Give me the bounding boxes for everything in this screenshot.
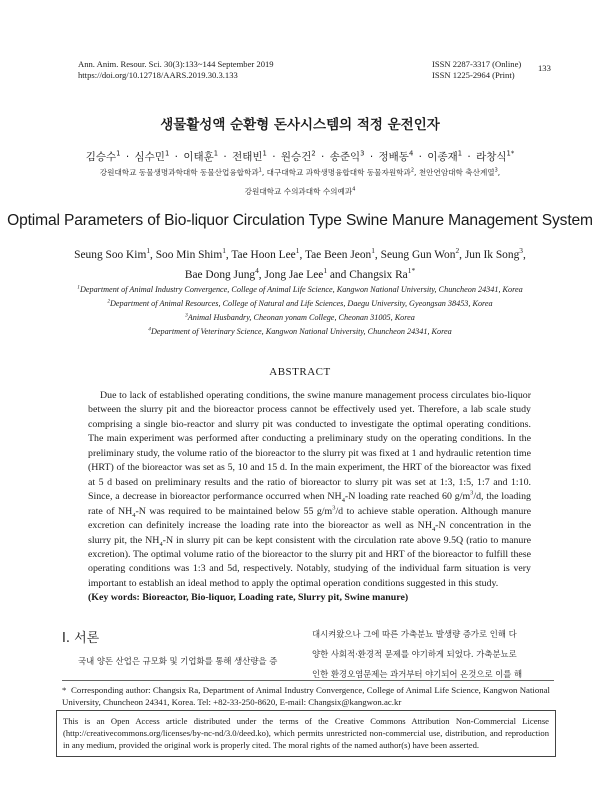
author-kr: 이태훈$^1$ bbox=[183, 149, 219, 163]
affiliations-korean bbox=[30, 163, 570, 201]
issn-online: ISSN 2287-3317 (Online) bbox=[432, 59, 522, 69]
author-kr: 심수민$^1$ bbox=[134, 149, 170, 163]
affiliation-en: $^2$Department of Animal Resources, College of Natural and Life Sciences, Daegu University, Gyeongsan 38453, Korea bbox=[107, 298, 493, 308]
author-en: Tae Hoon Lee$^1$ bbox=[231, 246, 300, 261]
author-kr: 전태빈$^1$ bbox=[232, 149, 267, 163]
doi-link[interactable]: https://doi.org/10.12718/AARS.2019.30.3.133 bbox=[78, 70, 238, 80]
open-access-notice: This is an Open Access article distributed under the terms of the Creative Commons Attribution Non-Commercial License (http://creativecommons.org/licenses/by-nc-nd/3.0/deed.ko), which permits unrestricted non-commercial use, distribution, and reproduction in any medium, provided the original work is properly cited. The moral rights of the named author(s) have been asserted. bbox=[56, 710, 556, 757]
authors-english-line-1: Seung Soo Kim$^1$, Soo Min Shim$^1$, Tae Hoon Lee$^1$, Tae Been Jeon$^1$, Seung Gun Won$^2$, Jun Ik Song$^3$, bbox=[74, 246, 526, 261]
author-en: Tae Been Jeon$^1$ bbox=[304, 246, 375, 261]
keywords: (Key words: Bioreactor, Bio-liquor, Loading rate, Slurry pit, Swine manure) bbox=[88, 592, 409, 604]
footnote-divider bbox=[62, 680, 554, 681]
title-english: Optimal Parameters of Bio-liquor Circulation Type Swine Manure Management System bbox=[7, 212, 593, 229]
affiliation-kr-line-1: 강원대학교 동물생명과학대학 동물산업융합학과$^1$, 대구대학교 과학생명융합대학 동물자원학과$^2$, 천안연암대학 축산계열$^3$, bbox=[99, 167, 501, 177]
affiliation-kr-line-2: 강원대학교 수의과대학 수의예과$^4$ bbox=[244, 186, 356, 196]
author-en: Changsix $Ra^{1*}$ bbox=[349, 266, 416, 281]
intro-right-line: 대시켜왔으나 그에 따른 가축분뇨 발생량 증가로 인해 다 bbox=[312, 629, 517, 639]
author-en: Bae Dong Jung$^4$ bbox=[184, 266, 259, 281]
author-kr: 원승건$^2$ bbox=[280, 149, 316, 163]
intro-left-text: 국내 양돈 산업은 규모화 및 기업화를 통해 생산량을 증 bbox=[78, 656, 278, 666]
author-kr: 송준익$^3$ bbox=[329, 149, 365, 163]
author-kr: 정배동$^4$ bbox=[378, 149, 414, 163]
author-en: Seung Soo Kim$^1$ bbox=[74, 246, 151, 261]
affiliation-en: $^3$Animal Husbandry, Cheonan yonam College, Cheonan 31005, Korea bbox=[185, 312, 415, 322]
abstract-body bbox=[88, 389, 531, 606]
title-korean: 생물활성액 순환형 돈사시스템의 적정 운전인자 bbox=[160, 117, 440, 133]
corresponding-author-footnote: * Corresponding author: Changsix Ra, Department of Animal Industry Convergence, College of Animal Life Science, Kangwon National University, Chuncheon 24341, Korea. Tel: +82-33-250-8620, E-mail: Changsix@kangwon.ac.kr bbox=[62, 685, 550, 707]
author-kr: 김승수$^1$ bbox=[85, 149, 121, 163]
affiliations-english bbox=[20, 283, 580, 339]
author-en: Seung Gun Won$^2$ bbox=[380, 246, 460, 261]
author-en: Jun Ik Song$^3$ bbox=[464, 246, 523, 261]
author-kr: 라창식$^{1*}$ bbox=[476, 149, 515, 163]
journal-citation: Ann. Anim. Resour. Sci. 30(3):133~144 September 2019 bbox=[78, 59, 274, 69]
abstract-heading: ABSTRACT bbox=[269, 366, 331, 378]
issn-print: ISSN 1225-2964 (Print) bbox=[432, 70, 515, 80]
page-number: 133 bbox=[538, 63, 551, 73]
intro-right-text bbox=[312, 624, 552, 684]
section-heading-introduction: Ⅰ. 서론 bbox=[62, 631, 100, 646]
authors-korean: 김승수$^1$ · 심수민$^1$ · 이태훈$^1$ · 전태빈$^1$ · 원승건$^2$ · 송준익$^3$ · 정배동$^4$ · 이종재$^1$ · 라창식$^{1*}$ bbox=[85, 149, 515, 163]
affiliation-en: $^4$Department of Veterinary Science, Kangwon National University, Chuncheon 24341, Korea bbox=[148, 326, 452, 336]
affiliation-en: $^1$Department of Animal Industry Convergence, College of Animal Life Science, Kangwon National University, Chuncheon 24341, Korea bbox=[77, 284, 523, 294]
abstract-paragraph: Due to lack of established operating conditions, the swine manure management process circulates bio-liquor between the slurry pit and the bioreactor process cannot be effectively used yet. Therefore, a lab scale study comprising a single bio-reactor and slurry pit was conducted to investigate the optimal operating conditions. The main experiment was performed after conducting a preliminary study on the operating conditions. In the preliminary study, the volume ratio of the bioreactor to the slurry pit was fixed at 1 and hydraulic retention time (HRT) of the bioreactor was set as 5, 10 and 15 d. In the main experiment, the HRT of the bioreactor was fixed at 5 d based on preliminary results and the ratio of bioreactor to slurry pit was set at 1:3, 1:5, 1:7 and 1:10. Since, a decrease in bioreactor performance occurred when $NH_4-N$ loading rate reached 60 $g/m^3/d$, the loading rate of $NH_4-N$ was required to be maintained below 55 $g/m^3/d$ to achieve stable operation. Although manure excretion can definitely increase the loading rate into the bioreactor as well as $NH_4-N$ concentration in the slurry pit, the $NH_4-N$ in slurry pit can be kept consistent with the circulation rate above 9.5Q (ratio to manure excretion). The optimal volume ratio of the bioreactor to the slurry pit and HRT of the bioreactor to fulfill these operating conditions was 1:3 and 5d, respectively. Notably, studying of the individual farm situation is very important to establish an ideal method to apply the optimal operation conditions suggested in this study. bbox=[88, 390, 531, 589]
intro-right-line: 인한 환경오염문제는 과거부터 야기되어 온것으로 이를 해 bbox=[312, 669, 523, 679]
authors-english bbox=[30, 245, 570, 285]
author-en: Jong Jae Lee$^1$ bbox=[264, 266, 328, 281]
authors-english-line-2: Bae Dong Jung$^4$, Jong Jae Lee$^1$ and Changsix $Ra^{1*}$ bbox=[184, 266, 416, 281]
intro-right-line: 양한 사회적·환경적 문제를 야기하게 되었다. 가축분뇨로 bbox=[312, 649, 517, 659]
author-kr: 이종재$^1$ bbox=[427, 149, 463, 163]
author-en: Soo Min Shim$^1$ bbox=[155, 246, 226, 261]
